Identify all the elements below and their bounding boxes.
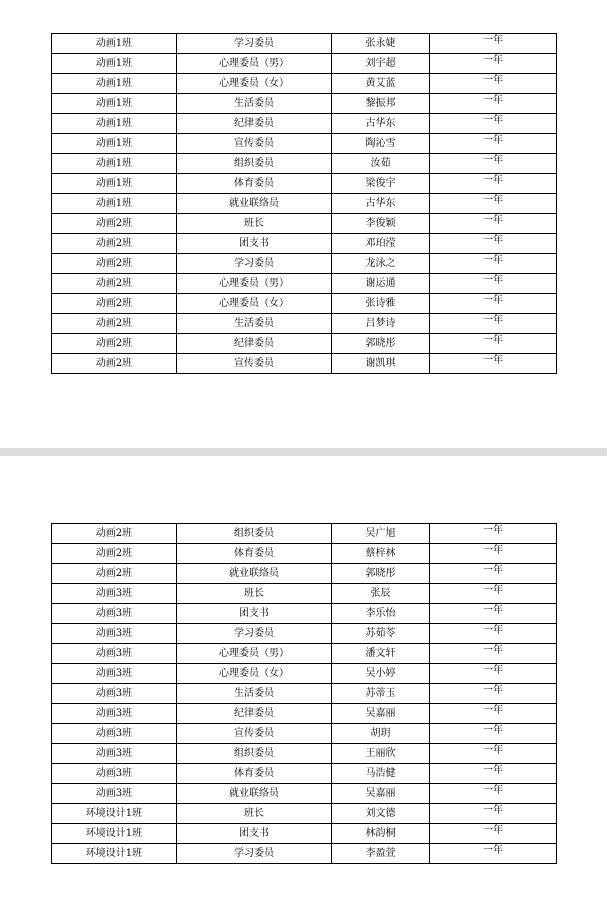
class-cell: 动画2班	[52, 524, 177, 544]
table-row	[52, 564, 557, 584]
role-cell: 团支书	[177, 824, 332, 844]
role-cell: 学习委员	[177, 34, 332, 54]
role-cell: 心理委员（男）	[177, 274, 332, 294]
role-cell: 生活委员	[177, 314, 332, 334]
role-cell: 学习委员	[177, 624, 332, 644]
name-cell: 黄艾蓝	[332, 74, 430, 94]
name-cell: 古华东	[332, 114, 430, 134]
table-row	[52, 234, 557, 254]
class-cell: 动画2班	[52, 564, 177, 584]
table-row	[52, 254, 557, 274]
role-cell: 纪律委员	[177, 704, 332, 724]
class-cell: 动画1班	[52, 94, 177, 114]
name-cell: 胡玥	[332, 724, 430, 744]
name-cell: 张永婕	[332, 34, 430, 54]
term-cell: 一年	[430, 744, 557, 764]
term-cell: 一年	[430, 564, 557, 584]
term-cell: 一年	[430, 784, 557, 804]
role-cell: 就业联络员	[177, 784, 332, 804]
term-cell: 一年	[430, 664, 557, 684]
table-row	[52, 34, 557, 54]
term-cell: 一年	[430, 724, 557, 744]
class-cell: 动画1班	[52, 54, 177, 74]
class-cell: 动画3班	[52, 784, 177, 804]
name-cell: 吴嘉丽	[332, 704, 430, 724]
class-cell: 动画3班	[52, 624, 177, 644]
table-row	[52, 624, 557, 644]
table-row	[52, 764, 557, 784]
term-cell: 一年	[430, 94, 557, 114]
class-cell: 动画3班	[52, 684, 177, 704]
table-row	[52, 314, 557, 334]
table-row	[52, 354, 557, 374]
table-row	[52, 724, 557, 744]
term-cell: 一年	[430, 74, 557, 94]
name-cell: 马浩健	[332, 764, 430, 784]
table-row	[52, 194, 557, 214]
class-cell: 动画1班	[52, 154, 177, 174]
term-cell: 一年	[430, 114, 557, 134]
role-cell: 心理委员（女）	[177, 294, 332, 314]
roster-table	[51, 33, 557, 374]
term-cell: 一年	[430, 334, 557, 354]
class-cell: 动画1班	[52, 134, 177, 154]
table-row	[52, 684, 557, 704]
term-cell: 一年	[430, 254, 557, 274]
table-row	[52, 544, 557, 564]
name-cell: 吴嘉丽	[332, 784, 430, 804]
term-cell: 一年	[430, 174, 557, 194]
name-cell: 张辰	[332, 584, 430, 604]
table-row	[52, 604, 557, 624]
role-cell: 班长	[177, 214, 332, 234]
name-cell: 潘文轩	[332, 644, 430, 664]
table-row	[52, 334, 557, 354]
term-cell: 一年	[430, 274, 557, 294]
role-cell: 生活委员	[177, 94, 332, 114]
name-cell: 刘文德	[332, 804, 430, 824]
table-row	[52, 154, 557, 174]
class-cell: 动画1班	[52, 34, 177, 54]
name-cell: 李盈萱	[332, 844, 430, 864]
class-cell: 动画2班	[52, 234, 177, 254]
table-row	[52, 704, 557, 724]
name-cell: 李乐怡	[332, 604, 430, 624]
class-cell: 动画2班	[52, 354, 177, 374]
name-cell: 苏蒂玉	[332, 684, 430, 704]
table-row	[52, 274, 557, 294]
name-cell: 吕梦诗	[332, 314, 430, 334]
term-cell: 一年	[430, 844, 557, 864]
term-cell: 一年	[430, 544, 557, 564]
class-cell: 环境设计1班	[52, 844, 177, 864]
role-cell: 心理委员（男）	[177, 54, 332, 74]
class-cell: 动画3班	[52, 604, 177, 624]
role-cell: 体育委员	[177, 174, 332, 194]
role-cell: 班长	[177, 804, 332, 824]
table-row	[52, 644, 557, 664]
class-cell: 动画3班	[52, 724, 177, 744]
name-cell: 吴小婷	[332, 664, 430, 684]
name-cell: 古华东	[332, 194, 430, 214]
class-cell: 动画3班	[52, 764, 177, 784]
role-cell: 体育委员	[177, 764, 332, 784]
name-cell: 林韵桐	[332, 824, 430, 844]
roster-table-body	[52, 34, 557, 374]
role-cell: 团支书	[177, 234, 332, 254]
role-cell: 宣传委员	[177, 134, 332, 154]
class-cell: 动画1班	[52, 74, 177, 94]
table-row	[52, 114, 557, 134]
role-cell: 宣传委员	[177, 724, 332, 744]
role-cell: 宣传委员	[177, 354, 332, 374]
name-cell: 陶沁雪	[332, 134, 430, 154]
term-cell: 一年	[430, 354, 557, 374]
document-page-1	[0, 0, 607, 448]
class-cell: 动画2班	[52, 254, 177, 274]
name-cell: 龙泳之	[332, 254, 430, 274]
term-cell: 一年	[430, 764, 557, 784]
name-cell: 吴广旭	[332, 524, 430, 544]
table-row	[52, 214, 557, 234]
name-cell: 谢凯琪	[332, 354, 430, 374]
table-row	[52, 744, 557, 764]
role-cell: 心理委员（女）	[177, 664, 332, 684]
table-row	[52, 784, 557, 804]
class-cell: 动画2班	[52, 294, 177, 314]
class-cell: 动画3班	[52, 644, 177, 664]
term-cell: 一年	[430, 194, 557, 214]
name-cell: 郭晓彤	[332, 564, 430, 584]
role-cell: 心理委员（男）	[177, 644, 332, 664]
table-row	[52, 134, 557, 154]
term-cell: 一年	[430, 154, 557, 174]
role-cell: 就业联络员	[177, 194, 332, 214]
class-cell: 动画3班	[52, 664, 177, 684]
class-cell: 动画2班	[52, 334, 177, 354]
name-cell: 蔡梓林	[332, 544, 430, 564]
term-cell: 一年	[430, 234, 557, 254]
class-cell: 动画2班	[52, 214, 177, 234]
term-cell: 一年	[430, 804, 557, 824]
name-cell: 刘宇超	[332, 54, 430, 74]
name-cell: 张诗雅	[332, 294, 430, 314]
class-cell: 环境设计1班	[52, 804, 177, 824]
term-cell: 一年	[430, 34, 557, 54]
class-cell: 动画3班	[52, 704, 177, 724]
term-cell: 一年	[430, 644, 557, 664]
term-cell: 一年	[430, 294, 557, 314]
class-cell: 动画2班	[52, 544, 177, 564]
class-cell: 动画1班	[52, 174, 177, 194]
table-row	[52, 294, 557, 314]
table-row	[52, 804, 557, 824]
term-cell: 一年	[430, 604, 557, 624]
term-cell: 一年	[430, 214, 557, 234]
role-cell: 就业联络员	[177, 564, 332, 584]
term-cell: 一年	[430, 684, 557, 704]
role-cell: 班长	[177, 584, 332, 604]
term-cell: 一年	[430, 314, 557, 334]
role-cell: 学习委员	[177, 844, 332, 864]
role-cell: 学习委员	[177, 254, 332, 274]
role-cell: 体育委员	[177, 544, 332, 564]
class-cell: 动画3班	[52, 744, 177, 764]
class-cell: 环境设计1班	[52, 824, 177, 844]
role-cell: 团支书	[177, 604, 332, 624]
role-cell: 生活委员	[177, 684, 332, 704]
role-cell: 心理委员（女）	[177, 74, 332, 94]
class-cell: 动画2班	[52, 274, 177, 294]
table-row	[52, 664, 557, 684]
term-cell: 一年	[430, 134, 557, 154]
term-cell: 一年	[430, 704, 557, 724]
table-row	[52, 94, 557, 114]
name-cell: 苏茹苓	[332, 624, 430, 644]
role-cell: 纪律委员	[177, 114, 332, 134]
table-row	[52, 844, 557, 864]
class-cell: 动画3班	[52, 584, 177, 604]
name-cell: 李俊颖	[332, 214, 430, 234]
roster-table-body	[52, 524, 557, 864]
term-cell: 一年	[430, 824, 557, 844]
role-cell: 纪律委员	[177, 334, 332, 354]
role-cell: 组织委员	[177, 524, 332, 544]
name-cell: 梁俊宇	[332, 174, 430, 194]
roster-table	[51, 523, 557, 864]
class-cell: 动画2班	[52, 314, 177, 334]
table-row	[52, 524, 557, 544]
class-cell: 动画1班	[52, 114, 177, 134]
name-cell: 王丽欣	[332, 744, 430, 764]
term-cell: 一年	[430, 584, 557, 604]
name-cell: 邓珀滢	[332, 234, 430, 254]
table-row	[52, 54, 557, 74]
name-cell: 汝茹	[332, 154, 430, 174]
class-cell: 动画1班	[52, 194, 177, 214]
table-row	[52, 174, 557, 194]
term-cell: 一年	[430, 524, 557, 544]
table-row	[52, 824, 557, 844]
document-page-2	[0, 456, 607, 923]
role-cell: 组织委员	[177, 744, 332, 764]
role-cell: 组织委员	[177, 154, 332, 174]
term-cell: 一年	[430, 624, 557, 644]
name-cell: 郭晓彤	[332, 334, 430, 354]
table-row	[52, 584, 557, 604]
page-separator	[0, 448, 607, 456]
table-row	[52, 74, 557, 94]
term-cell: 一年	[430, 54, 557, 74]
name-cell: 谢运通	[332, 274, 430, 294]
name-cell: 黎振邦	[332, 94, 430, 114]
